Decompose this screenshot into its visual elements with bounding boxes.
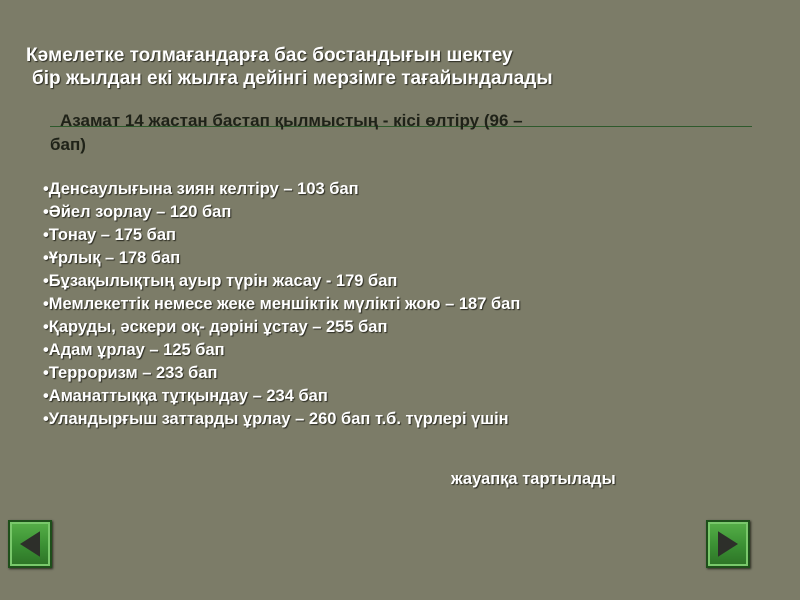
intro-text: [50, 109, 710, 157]
triangle-left-icon: [10, 522, 50, 566]
list-item: • Тонау – 175 бап: [43, 224, 520, 247]
list-item: • Аманаттыққа тұтқындау – 234 бап: [43, 385, 520, 408]
next-slide-button[interactable]: [706, 520, 750, 568]
list-item: • Уландырғыш заттарды ұрлау – 260 бап т.б. түрлері үшін: [43, 408, 520, 431]
list-item: • Ұрлық – 178 бап: [43, 247, 520, 270]
list-item: • Терроризм – 233 бап: [43, 362, 520, 385]
list-item: • Әйел зорлау – 120 бап: [43, 201, 520, 224]
list-item: • Адам ұрлау – 125 бап: [43, 339, 520, 362]
offense-list: [43, 178, 520, 431]
heading-line-2: бір жылдан екі жылға дейінгі мерзімге тағайындалады: [32, 68, 553, 89]
triangle-right-icon: [708, 522, 748, 566]
list-item: • Қаруды, әскери оқ- дәріні ұстау – 255 бап: [43, 316, 520, 339]
heading-line-1: Кәмелетке толмағандарға бас бостандығын шектеу: [26, 45, 513, 66]
list-item: • Мемлекеттік немесе жеке меншіктік мүлікті жою – 187 бап: [43, 293, 520, 316]
list-item: • Денсаулығына зиян келтіру – 103 бап: [43, 178, 520, 201]
list-item: • Бұзақылықтың ауыр түрін жасау - 179 бап: [43, 270, 520, 293]
closing-text: жауапқа тартылады: [451, 470, 616, 488]
slide-heading: [26, 44, 553, 90]
intro-line-2: бап): [50, 135, 86, 154]
previous-slide-button[interactable]: [8, 520, 52, 568]
intro-line-1: Азамат 14 жастан бастап қылмыстың - кісі өлтіру (96 –: [60, 111, 523, 130]
